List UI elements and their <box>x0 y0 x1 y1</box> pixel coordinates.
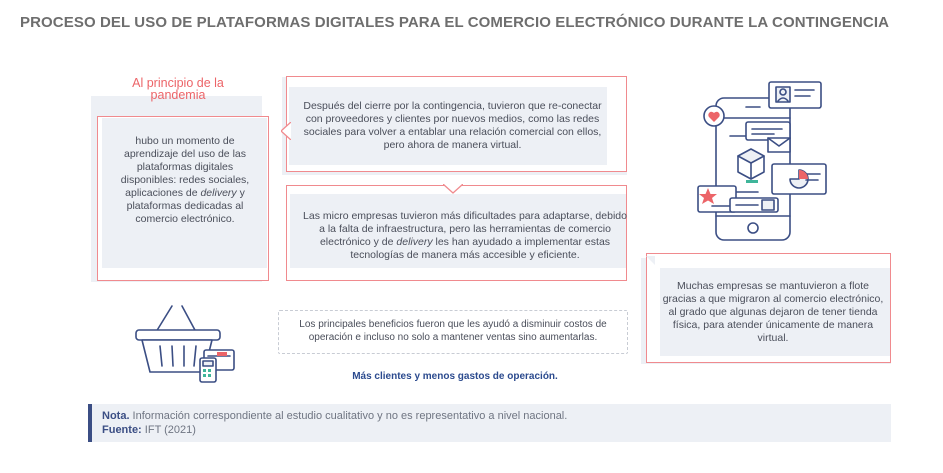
source-label: Fuente: <box>102 424 142 436</box>
note-text: Información correspondiente al estudio cualitativo y no es representativo a nivel nacional. <box>129 410 568 422</box>
box-b-notch <box>281 122 291 140</box>
benefits-highlight: Más clientes y menos gastos de operación. <box>352 371 558 382</box>
box-a-heading: Al principio de la pandemia <box>132 76 224 102</box>
shopping-basket-icon <box>134 300 238 386</box>
source-text: IFT (2021) <box>141 424 196 436</box>
footnote <box>88 404 891 442</box>
box-d-notch <box>641 256 655 270</box>
box-c-notch <box>443 184 463 194</box>
note-label: Nota. <box>102 410 130 422</box>
box-a-text: hubo un momento de aprendizaje del uso de las plataformas digitales disponibles: redes sociales, aplicaciones de delivery y plataformas dedicadas al comercio electrónico. <box>120 135 250 225</box>
box-c-text: Las micro empresas tuvieron más dificultades para adaptarse, debido a la falta de infraestructura, pero las herramientas de comercio electrónico y de delivery les han ayudado a implementar estas tecnologías de manera más accesible y eficiente. <box>303 210 627 261</box>
benefits-text: Los principales beneficios fueron que les ayudó a disminuir costos de operación e incluso no solo a mantener ventas sino aumentarlas. <box>299 319 607 343</box>
box-d-text: Muchas empresas se mantuvieron a flote gracias a que migraron al comercio electrónico, al grado que algunas dejaron de tener tienda física, para atender únicamente de manera virtual. <box>662 280 884 344</box>
page-title: PROCESO DEL USO DE PLATAFORMAS DIGITALES PARA EL COMERCIO ELECTRÓNICO DURANTE LA CONTINGENCIA <box>20 14 890 31</box>
phone-ecommerce-icon <box>696 76 828 244</box>
box-b-text: Después del cierre por la contingencia, tuvieron que re-conectar con proveedores y clientes por nuevos medios, como las redes sociales para volver a entablar una relación comercial con ellos, pero ahora de manera virtual. <box>303 100 602 151</box>
